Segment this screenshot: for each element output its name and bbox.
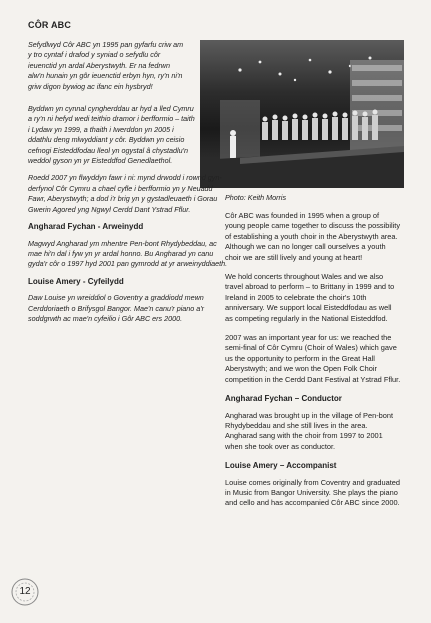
welsh-louise: Daw Louise yn wreiddiol o Goventry a graddiodd mewn Cerddoriaeth o Brifysgol Bangor. Mae'n canu'r piano a'r soddgrwth ac mae'n cyfeilio i Gôr ABC ers 2000. — [28, 293, 205, 323]
welsh-column — [28, 40, 228, 331]
page-number-badge — [10, 577, 40, 607]
welsh-heading-louise: Louise Amery - Cyfeilydd — [28, 276, 124, 286]
welsh-angharad: Magwyd Angharad ym mhentre Pen-bont Rhydybeddau, ac mae hi'n dal i fyw yn yr ardal honno. Bu Angharad yn canu gyda'r côr o 1997 hyd 2001 pan gymrodd at yr arweinyddiaeth. — [28, 238, 228, 269]
english-louise: Louise comes originally from Coventry and graduated in Music from Bangor University. She plays the piano and cello and has accompanied Côr ABC since 2000. — [225, 477, 401, 508]
english-para-3: 2007 was an important year for us: we reached the semi-final of Côr Cymru (Choir of Wales) which gave us the opportunity to perform in the Great Hall Aberystwyth; and we won the Open Folk Choir competition in the Cerdd Dant Festival at Ystrad Fflur. — [225, 333, 401, 384]
english-heading-louise: Louise Amery – Accompanist — [225, 461, 337, 471]
photo-caption: Photo: Keith Morris — [225, 193, 287, 202]
english-heading-angharad: Angharad Fychan – Conductor — [225, 394, 342, 404]
welsh-para-3: Roedd 2007 yn flwyddyn fawr i ni: mynd drwodd i rownd gyn-derfynol Côr Cymru a chael cyfle i berfformio yn y Neuadd Fawr, Aberystwyth; a dod i'r brig yn y gystadleuaeth i Gorau Gwerin Agored yng Ngwyl Cerdd Dant Ystrad Fflur. — [28, 173, 222, 214]
english-para-1: Côr ABC was founded in 1995 when a group of young people came together to discuss the possibility of establishing a youth choir in the Aberystwyth area. Although we can no longer call ourselves a youth choir we are still lively and young at heart! — [225, 211, 401, 262]
choir-photo-illustration — [200, 40, 404, 188]
welsh-heading-angharad: Angharad Fychan - Arweinydd — [28, 222, 144, 232]
choir-photo — [200, 40, 404, 188]
welsh-intro: Sefydlwyd Côr ABC yn 1995 pan gyfarfu criw am y tro cyntaf i drafod y syniad o sefydlu côr ieuenctid yn ardal Aberystwyth. Er na fedrwn alw'n hunain yn gôr ieuenctid erbyn hyn, ry'n ni'n griw digon bywiog ac ifanc ein hysbryd! — [28, 40, 184, 91]
page-number: 12 — [19, 586, 31, 597]
english-para-2: We hold concerts throughout Wales and we also travel abroad to perform – to Brittany in 1999 and to Ireland in 2005 to celebrate the choir's 10th anniversary. We support local Eisteddfodau as well as competing regularly in the National Eisteddfod. — [225, 272, 395, 323]
english-column — [225, 211, 401, 518]
page-title: CÔR ABC — [28, 20, 72, 30]
welsh-para-2: Byddwn yn cynnal cyngherddau ar hyd a lled Cymru a ry'n ni hefyd wedi teithio dramor i berfformio – taith i Lydaw yn 1999, a thaith i Iwerddon yn 2005 i ddathlu deng mlwyddiant y côr. Byddwn yn ceisio cefnogi Eisteddfodau lleol yn ogystal â chystadlu'n weddol gyson yn yr Eisteddfod Genedlaethol. — [28, 104, 195, 166]
english-angharad: Angharad was brought up in the village of Pen-bont Rhydybeddau and she still lives in the area. Angharad sang with the choir from 1997 to 2001 when she took over as conductor. — [225, 410, 394, 451]
